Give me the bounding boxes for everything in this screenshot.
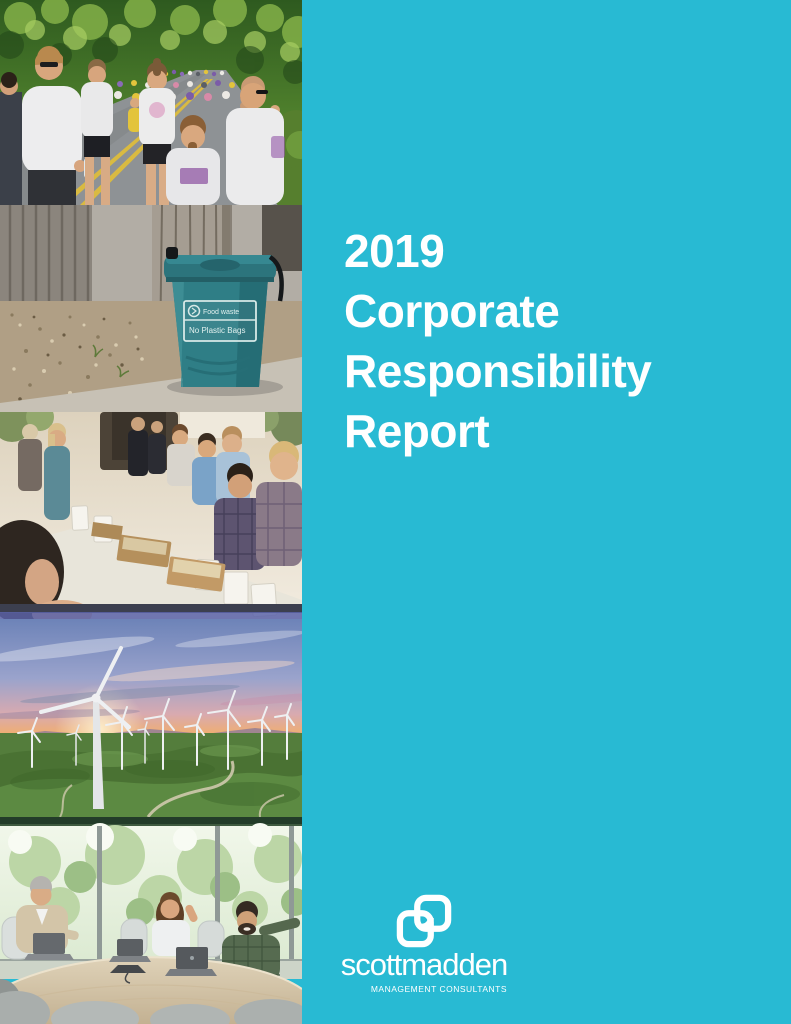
charity-walk-illustration — [0, 0, 302, 205]
volunteer-packing-illustration — [0, 412, 302, 619]
wind-farm-illustration — [0, 619, 302, 817]
brand-tagline: MANAGEMENT CONSULTANTS — [370, 984, 507, 994]
volunteer-packing-photo — [0, 412, 302, 619]
wind-farm-photo — [0, 619, 302, 817]
title-line-corporate: Corporate — [344, 285, 560, 337]
photo-column — [0, 0, 302, 1024]
title-line-report: Report — [344, 405, 490, 457]
title-line-year: 2019 — [344, 225, 445, 277]
conference-room-illustration — [0, 817, 302, 1024]
charity-walk-photo — [0, 0, 302, 205]
bin-label — [184, 301, 256, 341]
report-title — [344, 221, 651, 461]
scottmadden-logo-icon — [395, 894, 453, 948]
fence — [0, 205, 92, 317]
bin-label-line2: No Plastic Bags — [189, 326, 246, 335]
bin-label-line1: Food waste — [203, 309, 240, 316]
food-waste-bin-illustration — [0, 205, 302, 412]
title-line-responsibility: Responsibility — [344, 345, 652, 397]
scottmadden-logo — [338, 894, 510, 994]
food-waste-bin-photo — [0, 205, 302, 412]
brand-name: scottmadden — [340, 947, 508, 982]
conference-room-photo — [0, 817, 302, 1024]
